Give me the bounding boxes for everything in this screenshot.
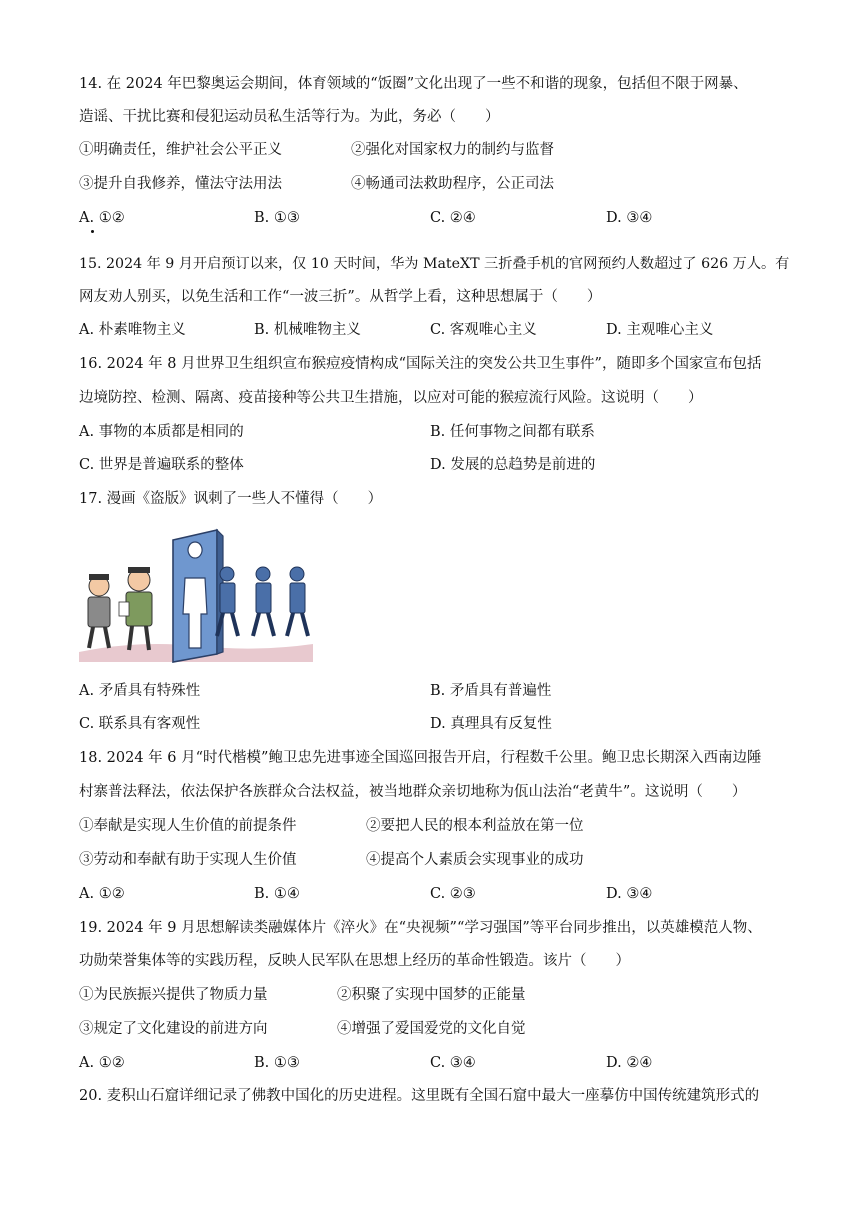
- q18-statement-2: ②要把人民的根本利益放在第一位: [366, 818, 584, 834]
- q14-statement-1: ①明确责任，维护社会公平正义: [79, 142, 282, 158]
- q16-option-d: D. 发展的总趋势是前进的: [430, 457, 596, 473]
- q14-option-c: C. ②④: [430, 210, 476, 226]
- q17-stem-line1: 17. 漫画《盗版》讽刺了一些人不懂得（ ）: [79, 491, 383, 507]
- q15-stem-line2: 网友劝人别买，以免生活和工作“一波三折”。从哲学上看，这种思想属于（ ）: [79, 289, 602, 305]
- q15-option-b: B. 机械唯物主义: [254, 322, 361, 338]
- q16-option-c: C. 世界是普遍联系的整体: [79, 457, 244, 473]
- q18-stem-line2: 村寨普法释法，依法保护各族群众合法权益，被当地群众亲切地称为佤山法治“老黄牛”。这说明（ ）: [79, 784, 747, 800]
- q18-option-a: A. ①②: [79, 886, 125, 902]
- q14-option-d: D. ③④: [606, 210, 653, 226]
- cartoon-piracy-illustration-icon: [77, 528, 315, 666]
- q15-stem-line1: 15. 2024 年 9 月开启预订以来，仅 10 天时间，华为 MateXT 三折叠手机的官网预约人数超过了 626 万人。有: [79, 256, 790, 272]
- q19-statement-4: ④增强了爱国爱党的文化自觉: [337, 1021, 526, 1037]
- q15-option-a: A. 朴素唯物主义: [79, 322, 186, 338]
- q14-option-b: B. ①③: [254, 210, 300, 226]
- q19-statement-2: ②积聚了实现中国梦的正能量: [337, 987, 526, 1003]
- q19-stem-line2: 功勋荣誉集体等的实践历程，反映人民军队在思想上经历的革命性锻造。该片（ ）: [79, 953, 630, 969]
- q17-option-c: C. 联系具有客观性: [79, 716, 201, 732]
- q14-statement-4: ④畅通司法救助程序，公正司法: [351, 176, 554, 192]
- q16-stem-line1: 16. 2024 年 8 月世界卫生组织宣布猴痘疫情构成“国际关注的突发公共卫生事件”，随即多个国家宣布包括: [79, 356, 762, 372]
- q20-stem-line1: 20. 麦积山石窟详细记录了佛教中国化的历史进程。这里既有全国石窟中最大一座摹仿中国传统建筑形式的: [79, 1088, 760, 1104]
- q14-statement-3: ③提升自我修养，懂法守法用法: [79, 176, 282, 192]
- stray-dot: [91, 230, 94, 233]
- q16-stem-line2: 边境防控、检测、隔离、疫苗接种等公共卫生措施，以应对可能的猴痘流行风险。这说明（ ）: [79, 390, 703, 406]
- q18-option-d: D. ③④: [606, 886, 653, 902]
- q14-stem-line2: 造谣、干扰比赛和侵犯运动员私生活等行为。为此，务必（ ）: [79, 109, 500, 125]
- q16-option-b: B. 任何事物之间都有联系: [430, 424, 595, 440]
- q15-option-d: D. 主观唯心主义: [606, 322, 714, 338]
- q14-stem-line1: 14. 在 2024 年巴黎奥运会期间，体育领域的“饭圈”文化出现了一些不和谐的现象，包括但不限于网暴、: [79, 76, 748, 92]
- q18-statement-3: ③劳动和奉献有助于实现人生价值: [79, 852, 297, 868]
- q14-option-a: A. ①②: [79, 210, 125, 226]
- q17-option-b: B. 矛盾具有普遍性: [430, 683, 552, 699]
- q15-option-c: C. 客观唯心主义: [430, 322, 537, 338]
- q19-option-d: D. ②④: [606, 1055, 653, 1071]
- q19-statement-3: ③规定了文化建设的前进方向: [79, 1021, 268, 1037]
- q18-option-b: B. ①④: [254, 886, 300, 902]
- q18-statement-4: ④提高个人素质会实现事业的成功: [366, 852, 584, 868]
- q19-option-c: C. ③④: [430, 1055, 476, 1071]
- q18-stem-line1: 18. 2024 年 6 月“时代楷模”鲍卫忠先进事迹全国巡回报告开启，行程数千公里。鲍卫忠长期深入西南边陲: [79, 750, 762, 766]
- q17-option-d: D. 真理具有反复性: [430, 716, 552, 732]
- q19-stem-line1: 19. 2024 年 9 月思想解读类融媒体片《淬火》在“央视频”“学习强国”等平台同步推出，以英雄模范人物、: [79, 920, 762, 936]
- q18-statement-1: ①奉献是实现人生价值的前提条件: [79, 818, 297, 834]
- q16-option-a: A. 事物的本质都是相同的: [79, 424, 244, 440]
- q14-statement-2: ②强化对国家权力的制约与监督: [351, 142, 554, 158]
- q18-option-c: C. ②③: [430, 886, 476, 902]
- q17-option-a: A. 矛盾具有特殊性: [79, 683, 201, 699]
- q19-option-a: A. ①②: [79, 1055, 125, 1071]
- q19-statement-1: ①为民族振兴提供了物质力量: [79, 987, 268, 1003]
- q19-option-b: B. ①③: [254, 1055, 300, 1071]
